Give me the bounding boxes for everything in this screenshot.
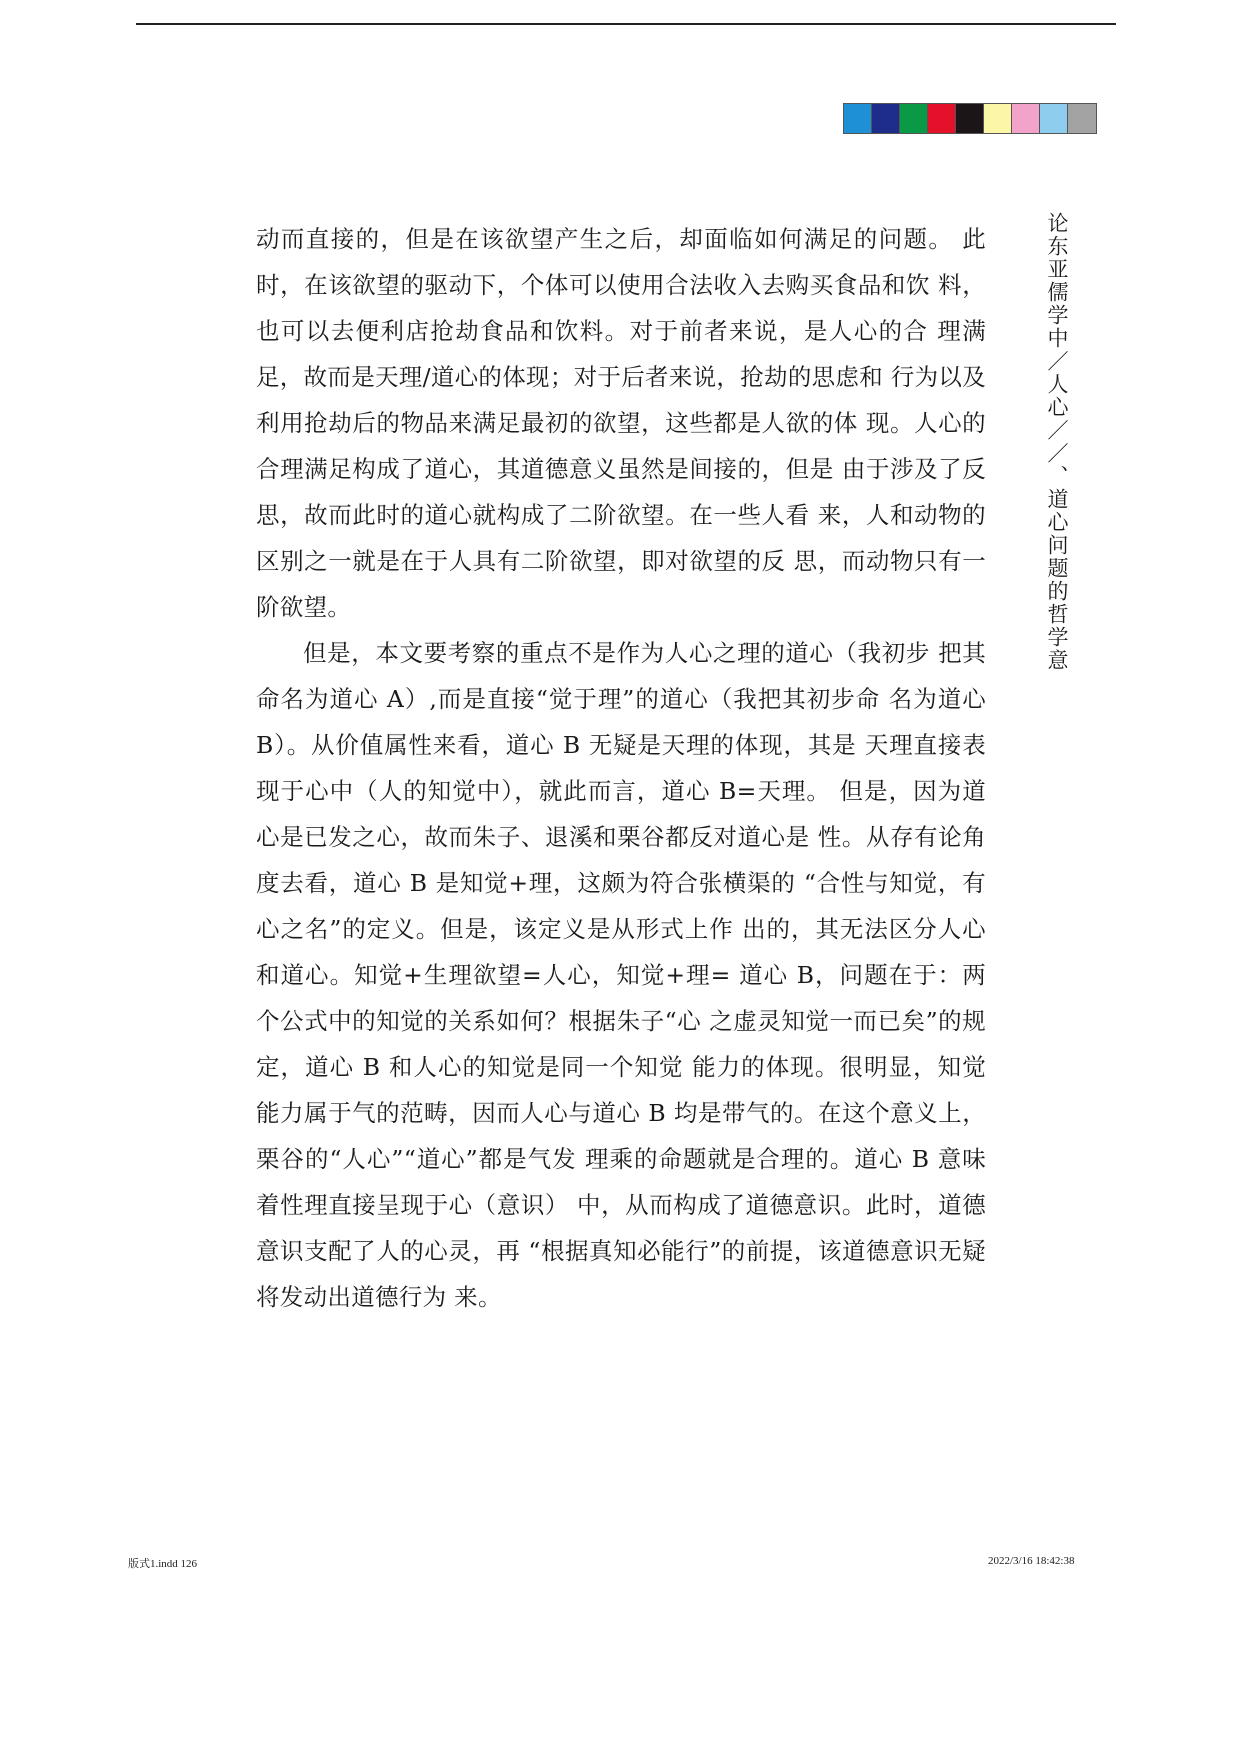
color-swatch-blue xyxy=(872,104,900,133)
running-head: 论东亚儒学中／人心／／、道心问题的哲学意 xyxy=(1045,212,1069,672)
color-swatch-green xyxy=(900,104,928,133)
color-registration-bar xyxy=(843,103,1097,134)
footer-file-name: 版式1.indd 126 xyxy=(128,1558,198,1570)
footer-timestamp: 2022/3/16 18:42:38 xyxy=(988,1555,1075,1567)
color-swatch-black xyxy=(956,104,984,133)
paragraph-2: 但是，本文要考察的重点不是作为人心之理的道心（我初步 把其命名为道心 A）,而是直接“觉于理”的道心（我把其初步命 名为道心 B）。从价值属性来看，道心 B 无疑是天理的体现，其是 天理直接表现于心中（人的知觉中），就此而言，道心 B=天理。 但是，因为道心是已发之心，故而朱子、退溪和栗谷都反对道心是 性。从存有论角度去看，道心 B 是知觉+理，这颇为符合张横渠的 “合性与知觉，有心之名”的定义。但是，该定义是从形式上作 出的，其无法区分人心和道心。知觉+生理欲望=人心，知觉+理= 道心 B，问题在于：两个公式中的知觉的关系如何？根据朱子“心 之虚灵知觉一而已矣”的规定，道心 B 和人心的知觉是同一个知觉 能力的体现。很明显，知觉能力属于气的范畴，因而人心与道心 B 均是带气的。在这个意义上，栗谷的“人心”“道心”都是气发 理乘的命题就是合理的。道心 B 意味着性理直接呈现于心（意识） 中，从而构成了道德意识。此时，道德意识支配了人的心灵，再 “根据真知必能行”的前提，该道德意识无疑将发动出道德行为 来。 xyxy=(256,639,986,1311)
paragraph-1: 动而直接的，但是在该欲望产生之后，却面临如何满足的问题。 此时，在该欲望的驱动下，个体可以使用合法收入去购买食品和饮 料，也可以去便利店抢劫食品和饮料。对于前者来说，是人心的合 理满足，故而是天理/道心的体现；对于后者来说，抢劫的思虑和 行为以及利用抢劫后的物品来满足最初的欲望，这些都是人欲的体 现。人心的合理满足构成了道心，其道德意义虽然是间接的，但是 由于涉及了反思，故而此时的道心就构成了二阶欲望。在一些人看 来，人和动物的区别之一就是在于人具有二阶欲望，即对欲望的反 思，而动物只有一阶欲望。 xyxy=(256,225,986,621)
top-rule xyxy=(136,23,1116,25)
color-swatch-cyan xyxy=(844,104,872,133)
color-swatch-yellow xyxy=(984,104,1012,133)
color-swatch-red xyxy=(928,104,956,133)
color-swatch-light-blue xyxy=(1040,104,1068,133)
color-swatch-gray xyxy=(1068,104,1096,133)
body-text xyxy=(256,216,986,1320)
color-swatch-pink xyxy=(1012,104,1040,133)
